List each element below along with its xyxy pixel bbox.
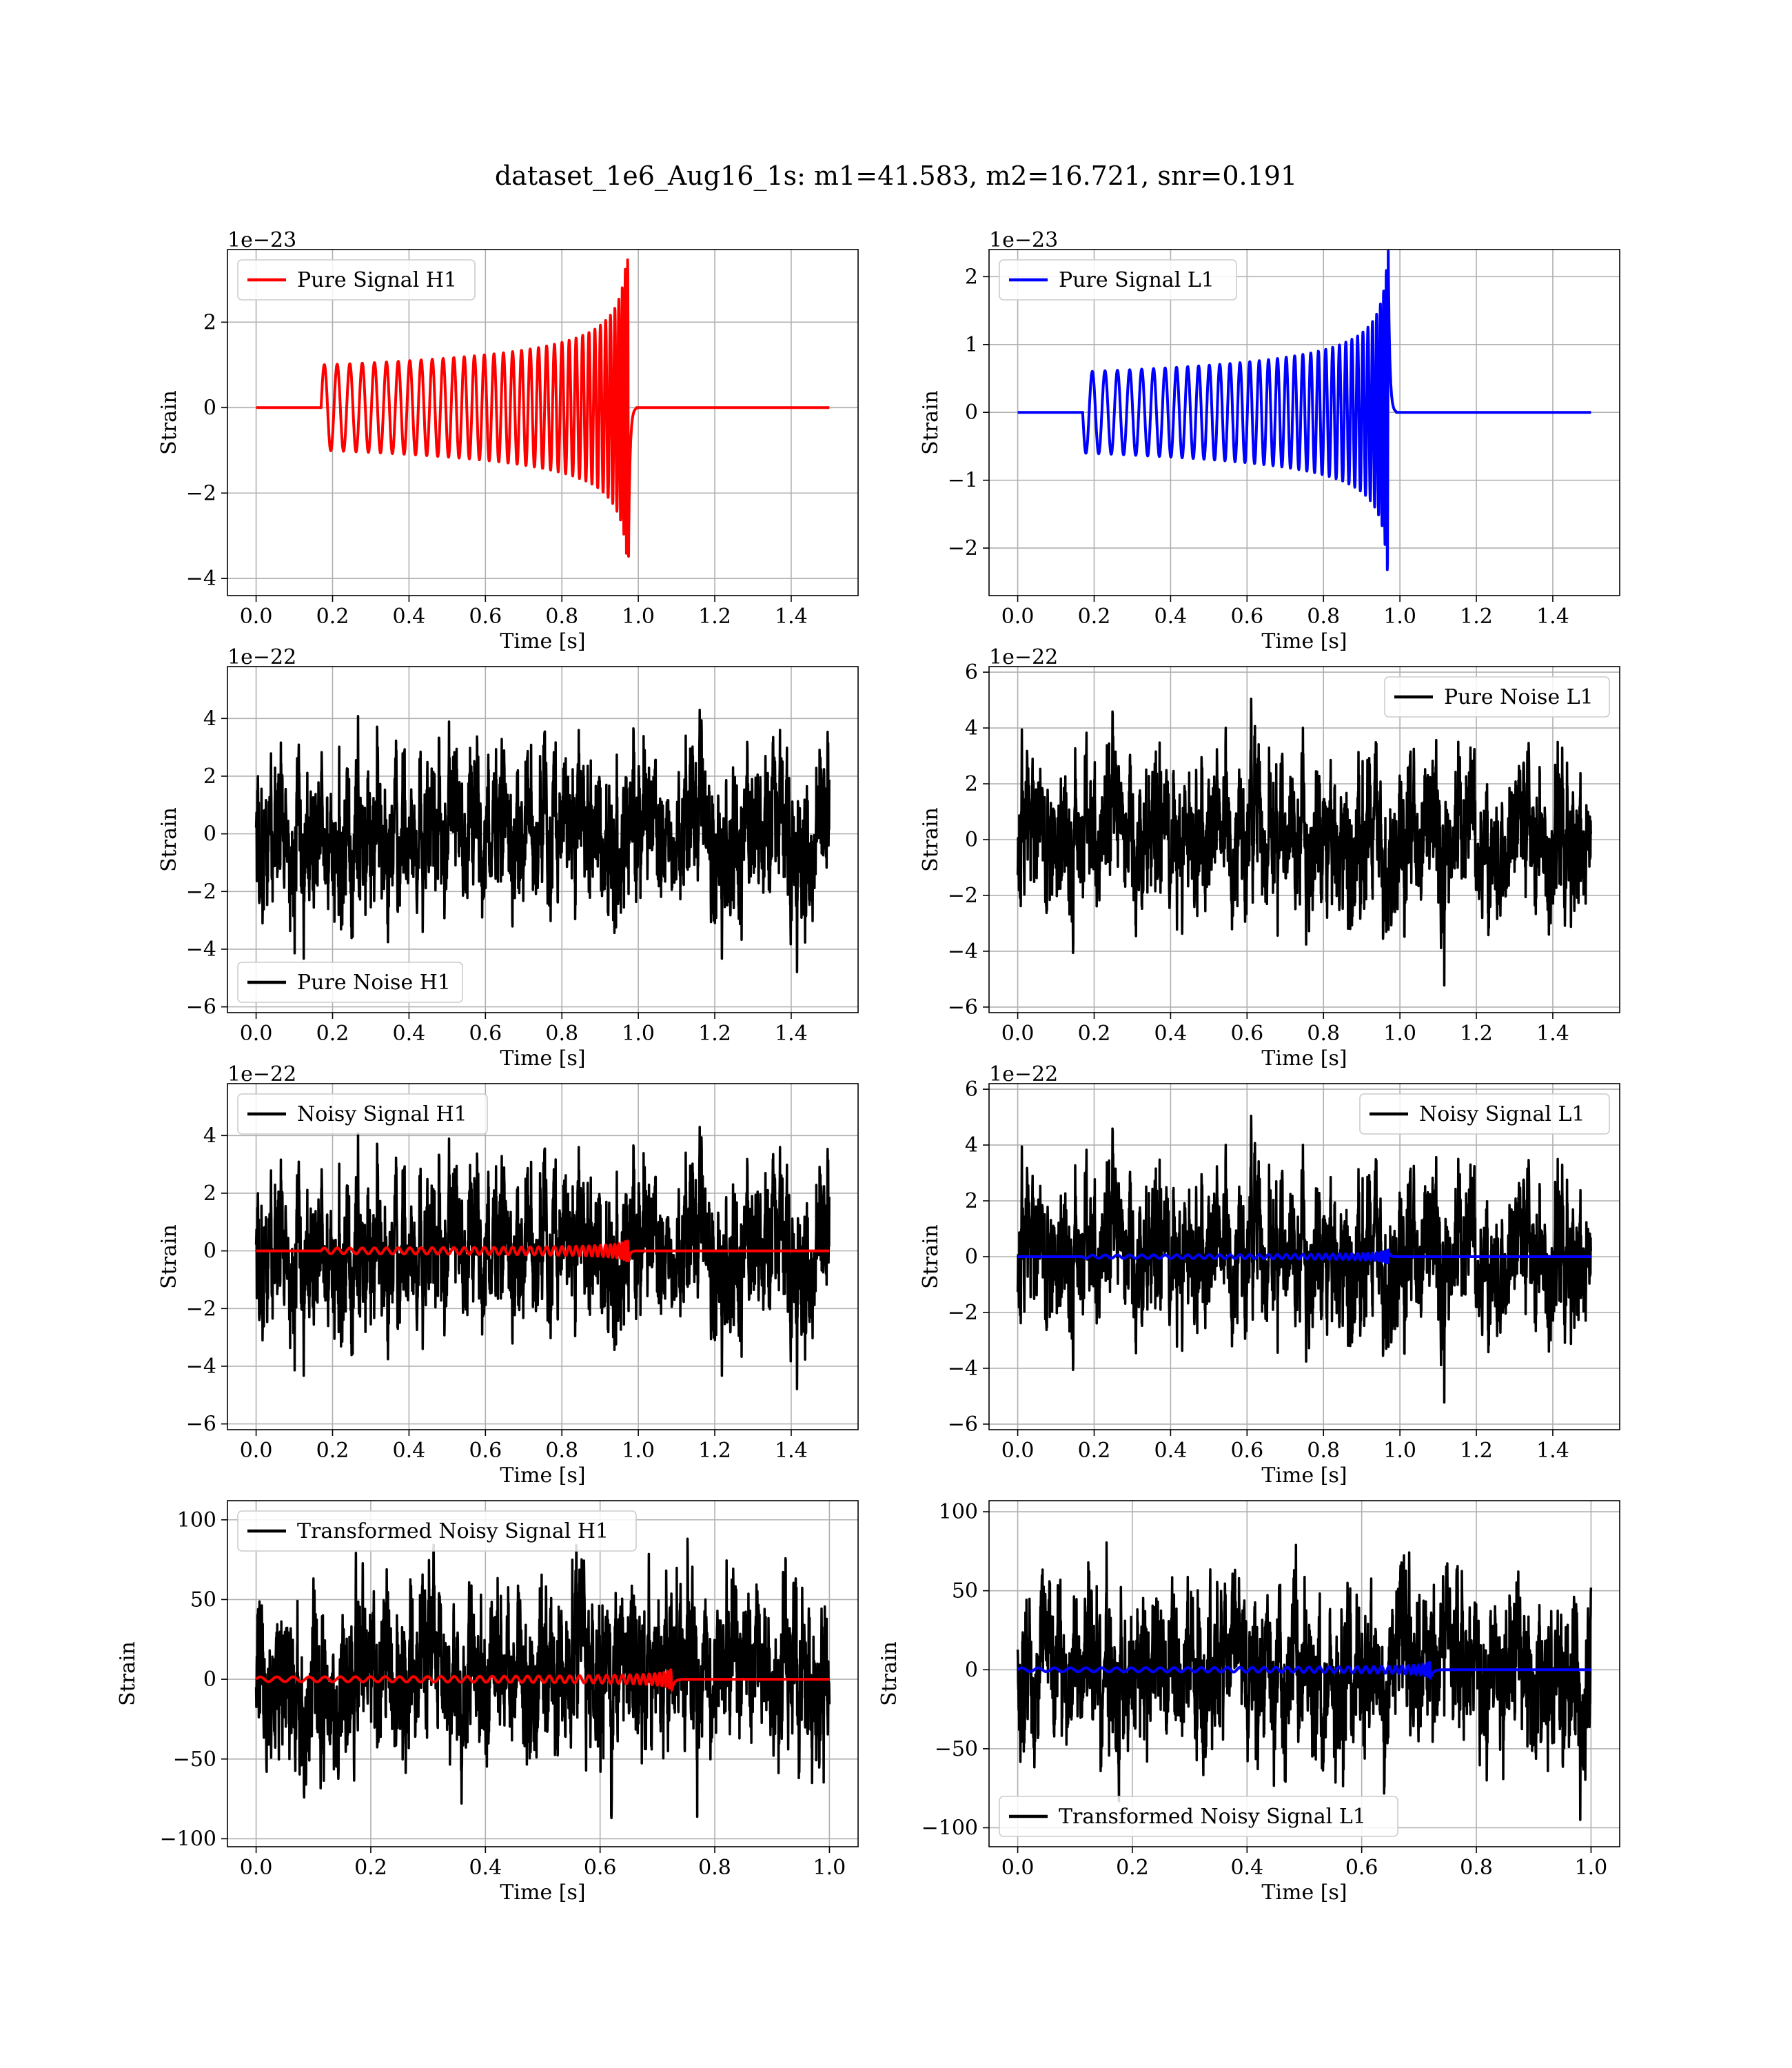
figure-title: dataset_1e6_Aug16_1s: m1=41.583, m2=16.721, snr=0.191 [494,161,1298,191]
x-tick-label: 1.2 [698,605,731,629]
legend [999,1796,1398,1836]
y-tick-label: 0 [964,1658,978,1683]
series-group [1018,699,1591,986]
legend-label: Noisy Signal H1 [297,1102,467,1126]
y-tick-label: −6 [947,1412,978,1437]
y-tick-label: 4 [964,1133,978,1158]
x-tick-label: 0.6 [1230,605,1264,629]
x-tick-label: 0.4 [1154,1439,1188,1463]
x-tick-label: 1.0 [1383,1439,1416,1463]
x-tick-label: 0.4 [1154,1022,1188,1046]
x-tick-label: 0.8 [1307,605,1341,629]
x-tick-label: 1.0 [813,1856,846,1880]
y-tick-label: 4 [203,707,216,731]
series-line-1 [1018,1116,1591,1403]
y-tick-label: 1 [964,332,978,357]
subplot-3 [157,645,858,1071]
legend-label: Pure Noise H1 [297,971,451,995]
x-tick-label: 1.0 [1383,1022,1416,1046]
x-tick-label: 0.8 [1307,1439,1341,1463]
y-axis-label: Strain [877,1641,902,1706]
x-tick-label: 0.2 [1077,605,1111,629]
x-tick-label: 1.4 [1536,605,1569,629]
x-tick-label: 0.6 [1230,1439,1264,1463]
series-group [1018,1543,1591,1820]
y-tick-label: −50 [172,1747,216,1772]
y-tick-label: −2 [185,880,216,904]
x-tick-label: 1.4 [775,1439,808,1463]
y-tick-label: 0 [203,396,216,420]
y-tick-label: 2 [203,310,216,335]
y-axis-label: Strain [116,1641,140,1706]
legend [1360,1094,1609,1134]
offset-text: 1e−23 [227,228,297,252]
legend-label: Pure Signal H1 [297,268,458,292]
offset-text: 1e−22 [227,645,297,669]
x-tick-label: 0.2 [1077,1439,1111,1463]
y-tick-label: 50 [951,1579,978,1603]
offset-text: 1e−23 [989,228,1059,252]
y-tick-label: 6 [964,1077,978,1102]
x-tick-label: 0.4 [1230,1856,1264,1880]
x-tick-label: 0.2 [316,1439,349,1463]
y-tick-label: −4 [947,939,978,964]
offset-text: 1e−22 [227,1062,297,1086]
y-tick-label: 2 [203,1181,216,1206]
y-tick-label: 6 [964,660,978,685]
x-tick-label: 0.0 [239,605,273,629]
y-tick-label: 0 [964,1245,978,1269]
x-tick-label: 1.0 [1574,1856,1608,1880]
y-tick-label: 100 [176,1508,216,1532]
x-tick-label: 1.0 [622,605,655,629]
y-tick-label: 2 [964,772,978,797]
x-tick-label: 1.4 [1536,1022,1569,1046]
x-tick-label: 0.0 [1001,605,1035,629]
x-tick-label: 0.8 [698,1856,731,1880]
x-tick-label: 0.0 [1001,1439,1035,1463]
x-tick-label: 0.2 [1116,1856,1149,1880]
x-tick-label: 0.6 [469,1022,502,1046]
x-tick-label: 0.0 [1001,1856,1035,1880]
x-tick-label: 1.2 [1460,1439,1493,1463]
x-tick-label: 0.0 [239,1022,273,1046]
legend [238,962,462,1002]
y-tick-label: 4 [964,716,978,741]
y-tick-label: 50 [190,1588,216,1612]
y-tick-label: −6 [185,995,216,1020]
y-tick-label: −6 [947,995,978,1020]
y-tick-label: −1 [947,468,978,493]
offset-text: 1e−22 [989,1062,1059,1086]
legend [1385,677,1609,717]
x-tick-label: 0.8 [1307,1022,1341,1046]
legend-label: Pure Noise L1 [1444,685,1594,709]
y-tick-label: 100 [938,1500,978,1525]
x-tick-label: 1.0 [622,1022,655,1046]
x-tick-label: 0.4 [392,605,426,629]
x-tick-label: 0.0 [1001,1022,1035,1046]
x-tick-label: 1.2 [698,1022,731,1046]
y-axis-label: Strain [157,1224,181,1289]
x-tick-label: 1.4 [775,605,808,629]
subplot-1 [157,228,858,653]
x-axis-label: Time [s] [500,1046,586,1071]
legend-label: Transformed Noisy Signal H1 [297,1519,609,1543]
y-tick-label: −4 [947,1356,978,1381]
x-tick-label: 0.2 [1077,1022,1111,1046]
series-group [256,1127,830,1389]
x-tick-label: 0.6 [583,1856,617,1880]
x-tick-label: 0.2 [316,605,349,629]
x-tick-label: 0.6 [1345,1856,1378,1880]
subplot-2 [919,228,1620,653]
x-tick-label: 0.4 [392,1022,426,1046]
x-axis-label: Time [s] [1261,629,1347,653]
subplot-5 [157,1062,858,1488]
series-line-1 [1018,1543,1591,1820]
x-tick-label: 1.4 [1536,1439,1569,1463]
y-tick-label: 0 [203,1239,216,1264]
y-tick-label: −2 [947,1300,978,1325]
x-tick-label: 0.8 [545,1439,579,1463]
y-axis-label: Strain [157,807,181,872]
series-line-1 [256,1127,830,1389]
x-tick-label: 1.4 [775,1022,808,1046]
series-group [256,1539,830,1818]
y-tick-label: 0 [964,401,978,425]
series-group [1018,1116,1591,1403]
y-tick-label: −4 [185,1354,216,1379]
x-tick-label: 1.0 [622,1439,655,1463]
y-tick-label: −4 [185,567,216,591]
x-tick-label: 0.0 [239,1856,273,1880]
x-tick-label: 1.2 [1460,1022,1493,1046]
x-tick-label: 0.0 [239,1439,273,1463]
subplot-7 [116,1501,858,1905]
x-axis-label: Time [s] [1261,1046,1347,1071]
y-tick-label: −2 [185,481,216,506]
x-tick-label: 0.4 [469,1856,502,1880]
y-tick-label: 2 [964,1189,978,1214]
x-tick-label: 1.0 [1383,605,1416,629]
x-axis-label: Time [s] [1261,1463,1347,1488]
y-tick-label: −6 [185,1412,216,1437]
series-group [256,710,830,972]
y-tick-label: 0 [203,822,216,847]
series-line-1 [1018,699,1591,986]
x-axis-label: Time [s] [1261,1881,1347,1905]
x-tick-label: 1.2 [1460,605,1493,629]
subplot-8 [877,1500,1620,1905]
y-tick-label: −2 [947,883,978,908]
y-tick-label: 0 [964,828,978,852]
y-tick-label: −2 [185,1297,216,1321]
legend [999,260,1236,300]
legend [238,260,475,300]
y-tick-label: 2 [203,764,216,789]
x-tick-label: 0.4 [1154,605,1188,629]
legend-label: Pure Signal L1 [1059,268,1214,292]
series-line-1 [256,710,830,972]
y-tick-label: −100 [159,1827,216,1852]
x-tick-label: 0.8 [545,605,579,629]
offset-text: 1e−22 [989,645,1059,669]
x-tick-label: 1.2 [698,1439,731,1463]
x-axis-label: Time [s] [500,1881,586,1905]
legend [238,1094,487,1134]
x-tick-label: 0.8 [1460,1856,1493,1880]
y-axis-label: Strain [919,807,943,872]
x-tick-label: 0.2 [354,1856,387,1880]
axes-frame [227,250,858,596]
x-tick-label: 0.6 [1230,1022,1264,1046]
y-tick-label: 0 [203,1667,216,1692]
y-axis-label: Strain [919,1224,943,1289]
subplot-4 [919,645,1620,1071]
y-axis-label: Strain [919,390,943,455]
y-tick-label: −4 [185,937,216,962]
x-tick-label: 0.4 [392,1439,426,1463]
y-tick-label: 4 [203,1124,216,1148]
y-axis-label: Strain [157,390,181,455]
x-tick-label: 0.8 [545,1022,579,1046]
y-tick-label: 2 [964,265,978,290]
legend-label: Noisy Signal L1 [1419,1102,1585,1126]
legend-label: Transformed Noisy Signal L1 [1059,1805,1366,1829]
panels [116,228,1620,1905]
x-tick-label: 0.2 [316,1022,349,1046]
y-tick-label: −100 [921,1816,978,1841]
x-axis-label: Time [s] [500,629,586,653]
legend [238,1511,636,1551]
y-tick-label: −50 [934,1736,978,1761]
subplot-6 [919,1062,1620,1488]
y-tick-label: −2 [947,536,978,561]
x-tick-label: 0.6 [469,605,502,629]
x-axis-label: Time [s] [500,1463,586,1488]
x-tick-label: 0.6 [469,1439,502,1463]
